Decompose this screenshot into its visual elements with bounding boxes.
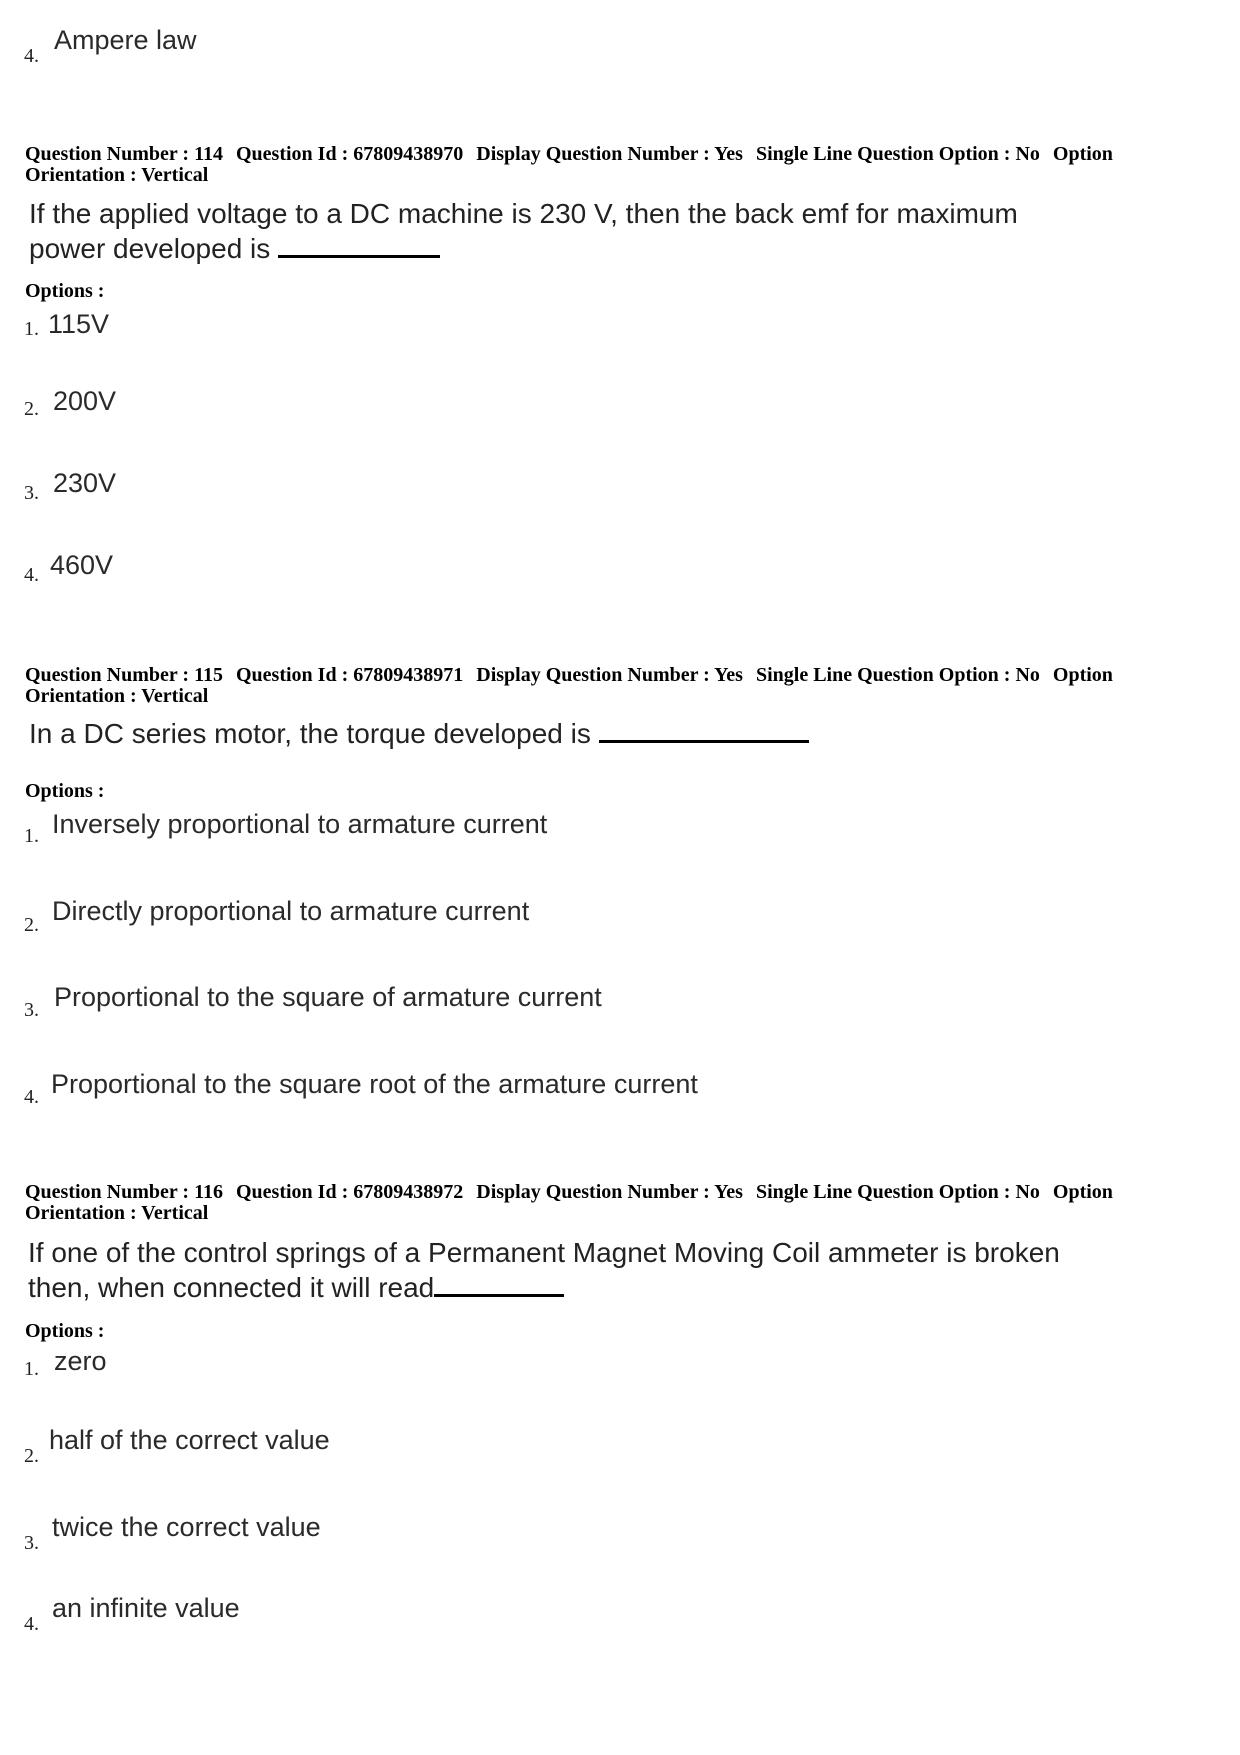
question-id-label: Question Id : (236, 664, 349, 686)
question-text (29, 716, 1159, 751)
question-number-label: Question Number : (25, 664, 190, 686)
display-question-number: Yes (714, 1181, 743, 1203)
option-number: 4. (24, 1613, 39, 1635)
question-meta (25, 665, 1185, 707)
single-line-option-label: Single Line Question Option : (755, 143, 1011, 165)
option-orientation: Vertical (141, 1202, 209, 1224)
question-number-label: Question Number : (25, 1181, 190, 1203)
display-question-number: Yes (714, 143, 743, 165)
option-text: Inversely proportional to armature current (52, 809, 548, 839)
option-text: 115V (48, 309, 110, 339)
option-text: Proportional to the square root of the armature current (51, 1069, 698, 1099)
question-id-label: Question Id : (236, 143, 349, 165)
question-id: 67809438970 (353, 143, 464, 165)
question-text (28, 1236, 1158, 1305)
option-number: 1. (24, 318, 39, 340)
question-meta (25, 144, 1185, 186)
question-text-line: If one of the control springs of a Permanent Magnet Moving Coil ammeter is broken (28, 1237, 1060, 1268)
question-number: 115 (194, 664, 223, 686)
display-question-number: Yes (714, 664, 743, 686)
option-text: Directly proportional to armature current (52, 896, 530, 926)
options-label: Options : (25, 1320, 105, 1342)
option-number: 4. (24, 45, 39, 67)
question-text-line: power developed is (29, 231, 1159, 266)
display-question-number-label: Display Question Number : (476, 664, 710, 686)
single-line-option-label: Single Line Question Option : (755, 664, 1011, 686)
answer-blank (434, 1270, 564, 1297)
option-orientation-label: Option Orientation : (25, 1181, 1113, 1224)
option-number: 1. (24, 1358, 39, 1380)
question-text-line: In a DC series motor, the torque developed is (29, 716, 1159, 751)
option-orientation: Vertical (141, 164, 209, 186)
option-orientation-label: Option Orientation : (25, 664, 1113, 707)
option-text: twice the correct value (52, 1512, 321, 1542)
option-number: 2. (24, 1445, 39, 1467)
question-number-label: Question Number : (25, 143, 190, 165)
display-question-number-label: Display Question Number : (476, 1181, 710, 1203)
single-line-option: No (1015, 664, 1040, 686)
question-text-line: If the applied voltage to a DC machine is 230 V, then the back emf for maximum (29, 198, 1018, 229)
question-number: 116 (194, 1181, 223, 1203)
question-text (29, 197, 1159, 266)
single-line-option: No (1015, 143, 1040, 165)
question-number: 114 (194, 143, 223, 165)
option-text: 460V (50, 550, 114, 580)
option-number: 2. (24, 398, 39, 420)
option-text: half of the correct value (49, 1425, 330, 1455)
option-number: 4. (24, 564, 39, 586)
single-line-option: No (1015, 1181, 1040, 1203)
option-number: 3. (24, 1532, 39, 1554)
option-number: 2. (24, 914, 39, 936)
question-meta (25, 1182, 1185, 1224)
option-text: 230V (53, 468, 117, 498)
option-text: zero (54, 1346, 107, 1376)
display-question-number-label: Display Question Number : (476, 143, 710, 165)
single-line-option-label: Single Line Question Option : (755, 1181, 1011, 1203)
option-orientation-label: Option Orientation : (25, 143, 1113, 186)
options-label: Options : (25, 280, 105, 302)
option-text: an infinite value (52, 1593, 240, 1623)
question-id-label: Question Id : (236, 1181, 349, 1203)
options-label: Options : (25, 780, 105, 802)
question-id: 67809438972 (353, 1181, 464, 1203)
option-number: 4. (24, 1086, 39, 1108)
option-orientation: Vertical (141, 685, 209, 707)
question-id: 67809438971 (353, 664, 464, 686)
option-number: 3. (24, 482, 39, 504)
option-text: 200V (53, 386, 117, 416)
option-text: Proportional to the square of armature current (54, 982, 602, 1012)
question-text-line: then, when connected it will read (28, 1270, 1158, 1305)
option-number: 1. (24, 825, 39, 847)
answer-blank (278, 231, 440, 258)
answer-blank (599, 716, 809, 743)
option-text: Ampere law (54, 25, 197, 55)
option-number: 3. (24, 999, 39, 1021)
